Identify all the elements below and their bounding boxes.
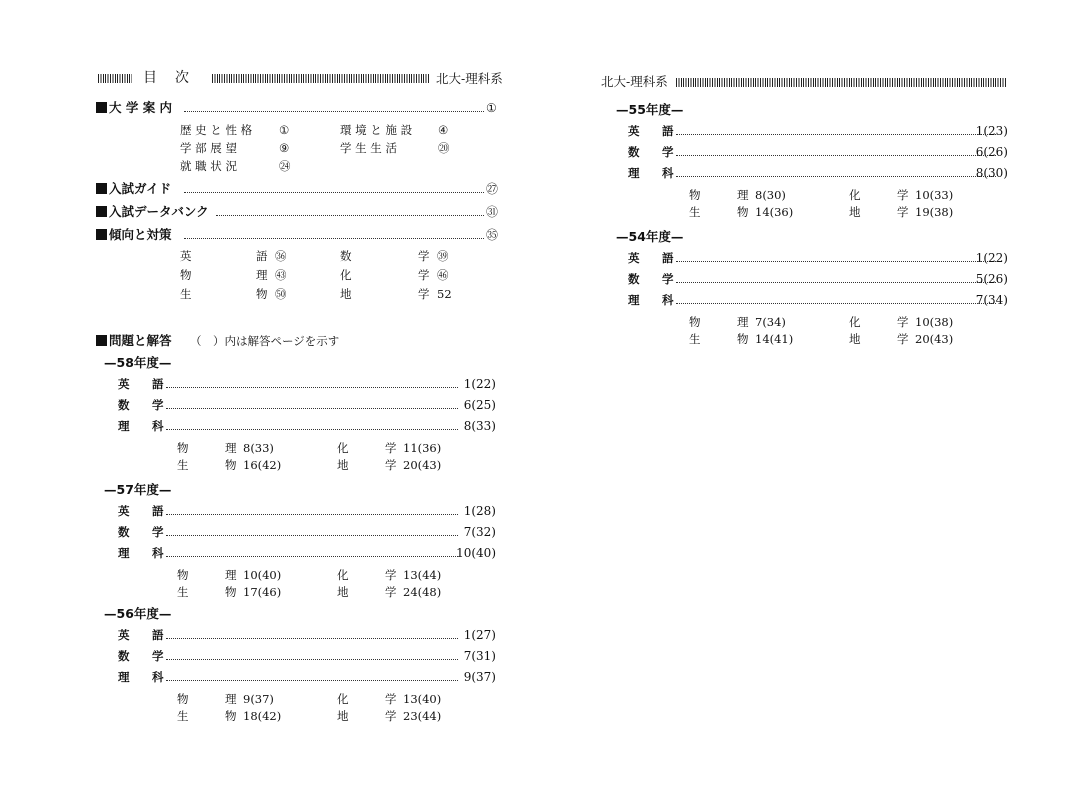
science-subject: 理	[225, 568, 237, 582]
section-guide	[96, 100, 172, 116]
science-page: 10(40)	[243, 568, 282, 582]
page-number: 10(40)	[456, 546, 496, 560]
subject-name: 科	[662, 293, 674, 307]
page-number: 7(31)	[463, 649, 496, 663]
subject-name: 理	[118, 670, 130, 684]
leader-dots	[184, 192, 484, 193]
leader-dots	[216, 215, 484, 216]
science-subject: 生	[177, 585, 189, 599]
science-subject: 学	[897, 205, 909, 219]
science-subject: 物	[689, 315, 701, 329]
trend-subject: 化	[340, 268, 352, 282]
science-subject: 理	[225, 441, 237, 455]
science-page: 9(37)	[243, 692, 274, 706]
trend-subject: 学	[418, 249, 430, 263]
guide-item-page: ⑨	[279, 141, 290, 155]
section-qa: 問題と解答	[96, 333, 172, 349]
science-subject: 地	[849, 205, 861, 219]
leader-dots	[166, 387, 458, 388]
subject-name: 科	[152, 419, 164, 433]
subject-name: 学	[152, 649, 164, 663]
year-heading: —57年度—	[104, 482, 172, 497]
science-subject: 生	[177, 709, 189, 723]
science-page: 10(38)	[915, 315, 954, 329]
science-subject: 物	[225, 458, 237, 472]
trend-subject: 地	[340, 287, 352, 301]
trend-subject: 物	[180, 268, 192, 282]
science-page: 11(36)	[403, 441, 442, 455]
science-page: 19(38)	[915, 205, 954, 219]
subject-name: 英	[628, 124, 640, 138]
science-page: 23(44)	[403, 709, 442, 723]
guide-page: ①	[486, 101, 497, 115]
science-subject: 物	[689, 188, 701, 202]
trend-subject: 生	[180, 287, 192, 301]
science-page: 8(33)	[243, 441, 274, 455]
science-subject: 地	[337, 709, 349, 723]
leader-dots	[166, 514, 458, 515]
trend-subject: 語	[256, 249, 268, 263]
science-page: 20(43)	[403, 458, 442, 472]
page-number: 1(23)	[975, 124, 1008, 138]
leader-dots	[676, 176, 996, 177]
science-subject: 理	[737, 315, 749, 329]
year-heading: —56年度—	[104, 606, 172, 621]
science-subject: 化	[337, 568, 349, 582]
science-subject: 理	[225, 692, 237, 706]
page-number: 6(26)	[975, 145, 1008, 159]
subject-name: 科	[152, 670, 164, 684]
year-heading: —55年度—	[616, 102, 684, 117]
page-number: 1(27)	[463, 628, 496, 642]
subject-name: 学	[152, 525, 164, 539]
page-number: 6(25)	[463, 398, 496, 412]
header-hatch-right	[676, 78, 1006, 87]
guide-item-page: ①	[279, 123, 290, 137]
page-number: 8(33)	[463, 419, 496, 433]
subject-name: 英	[628, 251, 640, 265]
subject-name: 数	[118, 398, 130, 412]
leader-dots	[166, 535, 458, 536]
science-subject: 化	[849, 188, 861, 202]
trend-page: ㊸	[275, 268, 287, 282]
page-number: 9(37)	[463, 670, 496, 684]
science-page: 16(42)	[243, 458, 282, 472]
science-subject: 物	[177, 441, 189, 455]
guide-item: 環 境 と 施 設	[340, 123, 413, 137]
trend-subject: 英	[180, 249, 192, 263]
science-page: 14(41)	[755, 332, 794, 346]
section-databank: 入試データバンク	[96, 204, 209, 220]
trend-page: ㊴	[437, 249, 449, 263]
trend-subject: 理	[256, 268, 268, 282]
square-bullet-icon	[96, 335, 107, 346]
square-bullet-icon	[96, 229, 107, 240]
subject-name: 科	[152, 546, 164, 560]
science-page: 17(46)	[243, 585, 282, 599]
subject-name: 科	[662, 166, 674, 180]
leader-dots	[166, 680, 458, 681]
science-subject: 学	[897, 332, 909, 346]
science-page: 24(48)	[403, 585, 442, 599]
science-subject: 物	[177, 568, 189, 582]
right-page	[540, 0, 1080, 788]
trend-page: ㊿	[275, 287, 287, 301]
subject-name: 理	[118, 419, 130, 433]
subject-name: 数	[628, 272, 640, 286]
guide-item-page: ④	[438, 123, 449, 137]
science-subject: 理	[737, 188, 749, 202]
section-guide-exam: 入試ガイド	[96, 181, 171, 197]
subject-name: 数	[118, 525, 130, 539]
science-subject: 学	[897, 188, 909, 202]
leader-dots	[166, 659, 458, 660]
page-number: 5(26)	[975, 272, 1008, 286]
header-brand: 北大-理科系	[601, 74, 668, 89]
subject-name: 学	[662, 145, 674, 159]
science-page: 7(34)	[755, 315, 786, 329]
science-page: 8(30)	[755, 188, 786, 202]
science-page: 14(36)	[755, 205, 794, 219]
science-page: 20(43)	[915, 332, 954, 346]
science-subject: 地	[849, 332, 861, 346]
subject-name: 学	[662, 272, 674, 286]
subject-name: 語	[152, 504, 164, 518]
science-subject: 物	[737, 332, 749, 346]
leader-dots	[676, 282, 996, 283]
science-subject: 学	[897, 315, 909, 329]
section-page: ㉛	[486, 205, 499, 219]
subject-name: 理	[628, 293, 640, 307]
science-subject: 化	[849, 315, 861, 329]
header-brand: 北大-理科系	[436, 71, 503, 86]
section-guide-title: 大 学 案 内	[109, 100, 173, 115]
science-page: 10(33)	[915, 188, 954, 202]
science-subject: 物	[737, 205, 749, 219]
science-subject: 学	[385, 692, 397, 706]
trend-subject: 学	[418, 268, 430, 282]
science-subject: 物	[225, 709, 237, 723]
leader-dots	[184, 111, 484, 112]
year-heading: —58年度—	[104, 355, 172, 370]
guide-item: 学 部 展 望	[180, 141, 237, 155]
subject-name: 学	[152, 398, 164, 412]
leader-dots	[676, 261, 996, 262]
trend-subject: 学	[418, 287, 430, 301]
science-subject: 地	[337, 458, 349, 472]
science-page: 13(44)	[403, 568, 442, 582]
science-subject: 物	[177, 692, 189, 706]
science-subject: 学	[385, 709, 397, 723]
trend-page: 52	[437, 287, 452, 301]
science-subject: 生	[177, 458, 189, 472]
subject-name: 数	[118, 649, 130, 663]
square-bullet-icon	[96, 206, 107, 217]
science-subject: 学	[385, 441, 397, 455]
page-number: 7(32)	[463, 525, 496, 539]
header-hatch-left	[98, 74, 132, 83]
subject-name: 語	[662, 251, 674, 265]
page-number: 1(22)	[463, 377, 496, 391]
section-page: ㉗	[486, 182, 499, 196]
guide-item-page: ⑳	[438, 141, 450, 155]
trend-subject: 物	[256, 287, 268, 301]
trend-subject: 数	[340, 249, 352, 263]
science-subject: 生	[689, 332, 701, 346]
leader-dots	[676, 303, 996, 304]
leader-dots	[676, 155, 996, 156]
subject-name: 語	[152, 377, 164, 391]
science-page: 18(42)	[243, 709, 282, 723]
science-subject: 学	[385, 585, 397, 599]
leader-dots	[184, 238, 484, 239]
trend-page: ㊻	[437, 268, 449, 282]
page-number: 7(34)	[975, 293, 1008, 307]
guide-item: 歴 史 と 性 格	[180, 123, 253, 137]
subject-name: 理	[628, 166, 640, 180]
science-page: 13(40)	[403, 692, 442, 706]
header-hatch-middle	[212, 74, 430, 83]
science-subject: 学	[385, 458, 397, 472]
subject-name: 数	[628, 145, 640, 159]
page-number: 1(22)	[975, 251, 1008, 265]
subject-name: 語	[662, 124, 674, 138]
qa-note: （ ）内は解答ページを示す	[190, 334, 340, 348]
leader-dots	[676, 134, 996, 135]
year-heading: —54年度—	[616, 229, 684, 244]
guide-item: 就 職 状 況	[180, 159, 237, 173]
science-subject: 化	[337, 692, 349, 706]
subject-name: 英	[118, 377, 130, 391]
subject-name: 理	[118, 546, 130, 560]
leader-dots	[166, 638, 458, 639]
page-title: 目 次	[143, 70, 191, 86]
science-subject: 学	[385, 568, 397, 582]
subject-name: 語	[152, 628, 164, 642]
trend-page: ㊱	[275, 249, 287, 263]
science-subject: 化	[337, 441, 349, 455]
science-subject: 生	[689, 205, 701, 219]
guide-item: 学 生 生 活	[340, 141, 397, 155]
leader-dots	[166, 429, 458, 430]
leader-dots	[166, 408, 458, 409]
science-subject: 物	[225, 585, 237, 599]
page-number: 1(28)	[463, 504, 496, 518]
guide-item-page: ㉔	[279, 159, 291, 173]
science-subject: 地	[337, 585, 349, 599]
subject-name: 英	[118, 504, 130, 518]
square-bullet-icon	[96, 183, 107, 194]
section-trends: 傾向と対策	[96, 227, 172, 243]
section-page: ㉟	[486, 228, 499, 242]
square-bullet-icon	[96, 102, 107, 113]
page-number: 8(30)	[975, 166, 1008, 180]
subject-name: 英	[118, 628, 130, 642]
leader-dots	[166, 556, 458, 557]
